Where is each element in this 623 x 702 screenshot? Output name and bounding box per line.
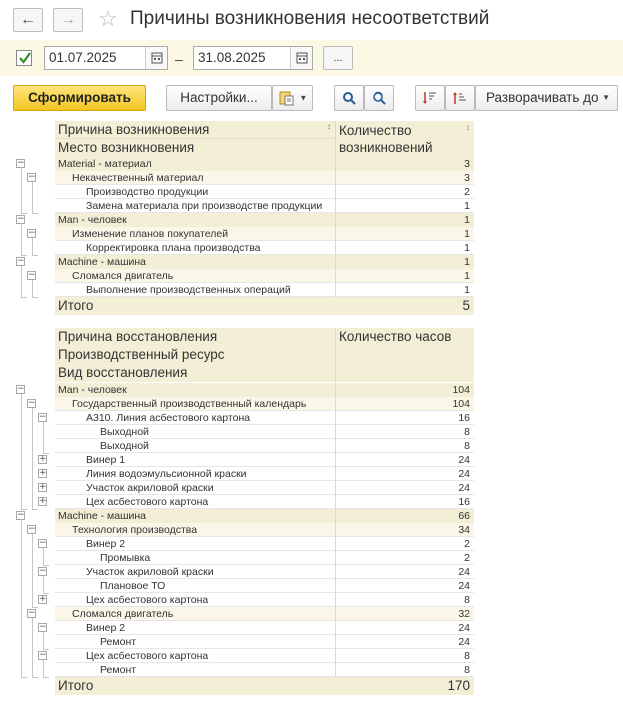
group-expand-icon[interactable]: + — [39, 496, 47, 506]
row-name: Участок акриловой краски — [55, 481, 335, 495]
group-toggle-icon[interactable]: − — [28, 524, 36, 534]
row-value: 1 — [335, 255, 474, 269]
row-value: 2 — [335, 537, 474, 551]
row-name: Винер 2 — [55, 537, 335, 551]
group-toggle-icon[interactable]: − — [28, 228, 36, 238]
row-value: 2 — [335, 185, 474, 199]
row-name: Выполнение производственных операций — [55, 283, 335, 297]
tree-line — [21, 677, 27, 678]
report-row[interactable] — [12, 537, 474, 551]
row-value: 8 — [335, 663, 474, 677]
report-row[interactable] — [12, 199, 474, 213]
row-name: Ремонт — [55, 663, 335, 677]
row-value: 1 — [335, 213, 474, 227]
row-value: 1 — [335, 241, 474, 255]
report-row[interactable] — [12, 523, 474, 537]
expand-to-label: Разворачивать до — [486, 90, 599, 105]
calendar-icon — [146, 47, 168, 69]
table1-header-count[interactable] — [335, 121, 474, 157]
table1-header-place[interactable]: Место возникновения — [55, 139, 335, 157]
table1-header-reason[interactable] — [55, 121, 335, 139]
report-row[interactable] — [12, 157, 474, 171]
forward-button[interactable] — [53, 8, 83, 32]
search-refresh-icon — [371, 90, 387, 106]
table2-header-reason: Причина восстановления — [58, 329, 218, 344]
arrow-right-icon: → — [60, 11, 76, 28]
expand-to-dropdown[interactable] — [475, 85, 618, 111]
group-expand-icon[interactable]: + — [39, 594, 47, 604]
dropdown-caret-icon: ▼ — [602, 93, 610, 102]
report-row[interactable] — [12, 621, 474, 635]
row-name: Государственный производственный календарь — [55, 397, 335, 411]
back-button[interactable] — [13, 8, 43, 32]
generate-button[interactable]: Сформировать — [13, 85, 146, 111]
report-row[interactable] — [12, 227, 474, 241]
search-icon — [341, 90, 357, 106]
report-row[interactable] — [12, 663, 474, 677]
row-name: Machine - машина — [55, 255, 335, 269]
report-variant-icon — [278, 89, 296, 107]
sort-descending-button[interactable] — [415, 85, 445, 111]
report-row[interactable] — [12, 439, 474, 453]
row-value: 1 — [335, 269, 474, 283]
report-row[interactable] — [12, 607, 474, 621]
report-row[interactable] — [12, 283, 474, 297]
sort-desc-icon — [422, 90, 438, 106]
report-row[interactable] — [12, 509, 474, 523]
period-bar — [0, 40, 623, 76]
row-value: 2 — [335, 551, 474, 565]
row-name: Ремонт — [55, 635, 335, 649]
report-row[interactable] — [12, 649, 474, 663]
group-toggle-icon[interactable]: − — [17, 510, 25, 520]
report-row[interactable] — [12, 411, 474, 425]
date-from-field[interactable] — [44, 46, 168, 70]
sort-indicator-icon: ↕ — [466, 123, 470, 132]
total-label: Итого — [58, 298, 94, 313]
period-select-button[interactable]: ... — [323, 46, 353, 70]
report-row[interactable] — [12, 453, 474, 467]
report-row[interactable] — [12, 481, 474, 495]
row-value: 104 — [335, 397, 474, 411]
row-name: Винер 1 — [55, 453, 335, 467]
row-value: 8 — [335, 593, 474, 607]
row-name: Участок акриловой краски — [55, 565, 335, 579]
row-name: Man - человек — [55, 213, 335, 227]
group-toggle-icon[interactable]: − — [17, 214, 25, 224]
row-name: Выходной — [55, 425, 335, 439]
period-dash: – — [175, 51, 183, 67]
group-toggle-icon[interactable]: − — [17, 384, 25, 394]
group-expand-icon[interactable]: + — [39, 468, 47, 478]
report-row[interactable] — [12, 635, 474, 649]
row-value: 24 — [335, 635, 474, 649]
date-from-value: 01.07.2025 — [49, 50, 117, 65]
row-value: 1 — [335, 227, 474, 241]
row-name: Корректировка плана производства — [55, 241, 335, 255]
report-row[interactable] — [12, 593, 474, 607]
tree-line — [43, 677, 49, 678]
date-from-calendar-button[interactable] — [145, 47, 167, 69]
row-name: Линия водоэмульсионной краски — [55, 467, 335, 481]
sort-asc-icon — [452, 90, 468, 106]
arrow-left-icon: ← — [20, 11, 36, 28]
row-name: Сломался двигатель — [55, 269, 335, 283]
table2-header-hours[interactable]: Количество часов — [335, 328, 474, 382]
group-toggle-icon[interactable]: − — [28, 608, 36, 618]
row-value: 8 — [335, 439, 474, 453]
table1-total-row — [55, 297, 474, 315]
total-value: 5 — [462, 298, 470, 313]
group-toggle-icon[interactable]: − — [39, 622, 47, 632]
row-name: Цех асбестового картона — [55, 593, 335, 607]
report-row[interactable] — [12, 383, 474, 397]
favorite-star-icon[interactable]: ☆ — [98, 6, 118, 31]
tree-line — [32, 297, 38, 298]
tree-line — [32, 677, 38, 678]
group-toggle-icon[interactable]: − — [17, 158, 25, 168]
row-name: Man - человек — [55, 383, 335, 397]
row-value: 24 — [335, 621, 474, 635]
table2-total-row — [55, 677, 474, 695]
calendar-icon — [291, 47, 313, 69]
row-name: Промывка — [55, 551, 335, 565]
row-name: Сломался двигатель — [55, 607, 335, 621]
table2-header-resource: Производственный ресурс — [58, 347, 225, 362]
row-value: 66 — [335, 509, 474, 523]
row-value: 24 — [335, 565, 474, 579]
report-row[interactable] — [12, 171, 474, 185]
row-name: Технология производства — [55, 523, 335, 537]
report-toolbar — [0, 82, 623, 114]
sort-ascending-button[interactable] — [445, 85, 475, 111]
row-name: А310. Линия асбестового картона — [55, 411, 335, 425]
group-toggle-icon[interactable]: − — [17, 256, 25, 266]
group-toggle-icon[interactable]: − — [28, 172, 36, 182]
row-value: 8 — [335, 425, 474, 439]
group-toggle-icon[interactable]: − — [28, 398, 36, 408]
group-toggle-icon[interactable]: − — [28, 270, 36, 280]
report-spreadsheet — [12, 121, 474, 697]
tree-line — [21, 297, 27, 298]
report-row[interactable] — [12, 495, 474, 509]
sort-indicator-icon: ↕ — [327, 122, 331, 131]
group-expand-icon[interactable]: + — [39, 454, 47, 464]
total-label: Итого — [58, 678, 94, 693]
dropdown-caret-icon: ▼ — [299, 93, 308, 103]
variant-menu-button[interactable] — [272, 85, 313, 111]
row-value: 24 — [335, 453, 474, 467]
group-toggle-icon[interactable]: − — [39, 538, 47, 548]
table2-header-kind: Вид восстановления — [58, 365, 188, 380]
search-button[interactable] — [334, 85, 364, 111]
row-value: 1 — [335, 199, 474, 213]
report-row[interactable] — [12, 255, 474, 269]
group-expand-icon[interactable]: + — [39, 482, 47, 492]
report-row[interactable] — [12, 241, 474, 255]
row-value: 8 — [335, 649, 474, 663]
row-value: 3 — [335, 171, 474, 185]
title-bar — [0, 0, 623, 38]
header-label: Причина возникновения — [58, 122, 210, 137]
report-row[interactable] — [12, 565, 474, 579]
group-toggle-icon[interactable]: − — [39, 412, 47, 422]
row-value: 34 — [335, 523, 474, 537]
checkmark-icon — [18, 51, 32, 65]
date-to-field[interactable] — [193, 46, 313, 70]
page-title: Причины возникновения несоответствий — [130, 8, 490, 29]
row-name: Machine - машина — [55, 509, 335, 523]
report-row[interactable] — [12, 551, 474, 565]
report-row[interactable] — [12, 269, 474, 283]
group-toggle-icon[interactable]: − — [39, 566, 47, 576]
row-value: 16 — [335, 495, 474, 509]
row-value: 3 — [335, 157, 474, 171]
row-value: 16 — [335, 411, 474, 425]
row-value: 1 — [335, 283, 474, 297]
row-name: Замена материала при производстве продукции — [55, 199, 335, 213]
row-name: Винер 2 — [55, 621, 335, 635]
table2-header-group[interactable] — [55, 328, 335, 382]
report-row[interactable] — [12, 397, 474, 411]
row-name: Некачественный материал — [55, 171, 335, 185]
report-row[interactable] — [12, 467, 474, 481]
date-to-calendar-button[interactable] — [290, 47, 312, 69]
row-value: 24 — [335, 481, 474, 495]
search-next-button[interactable] — [364, 85, 394, 111]
period-checkbox[interactable] — [16, 50, 32, 66]
row-name: Цех асбестового картона — [55, 649, 335, 663]
report-row[interactable] — [12, 425, 474, 439]
header-label: Количество возникновений — [339, 123, 433, 155]
row-name: Цех асбестового картона — [55, 495, 335, 509]
group-toggle-icon[interactable]: − — [39, 650, 47, 660]
row-name: Производство продукции — [55, 185, 335, 199]
row-name: Material - материал — [55, 157, 335, 171]
total-value: 170 — [447, 678, 470, 693]
row-name: Плановое ТО — [55, 579, 335, 593]
report-row[interactable] — [12, 579, 474, 593]
report-row[interactable] — [12, 213, 474, 227]
row-name: Изменение планов покупателей — [55, 227, 335, 241]
row-value: 32 — [335, 607, 474, 621]
row-value: 104 — [335, 383, 474, 397]
row-name: Выходной — [55, 439, 335, 453]
date-to-value: 31.08.2025 — [198, 50, 266, 65]
row-value: 24 — [335, 467, 474, 481]
report-row[interactable] — [12, 185, 474, 199]
row-value: 24 — [335, 579, 474, 593]
settings-button[interactable]: Настройки... — [166, 85, 272, 111]
